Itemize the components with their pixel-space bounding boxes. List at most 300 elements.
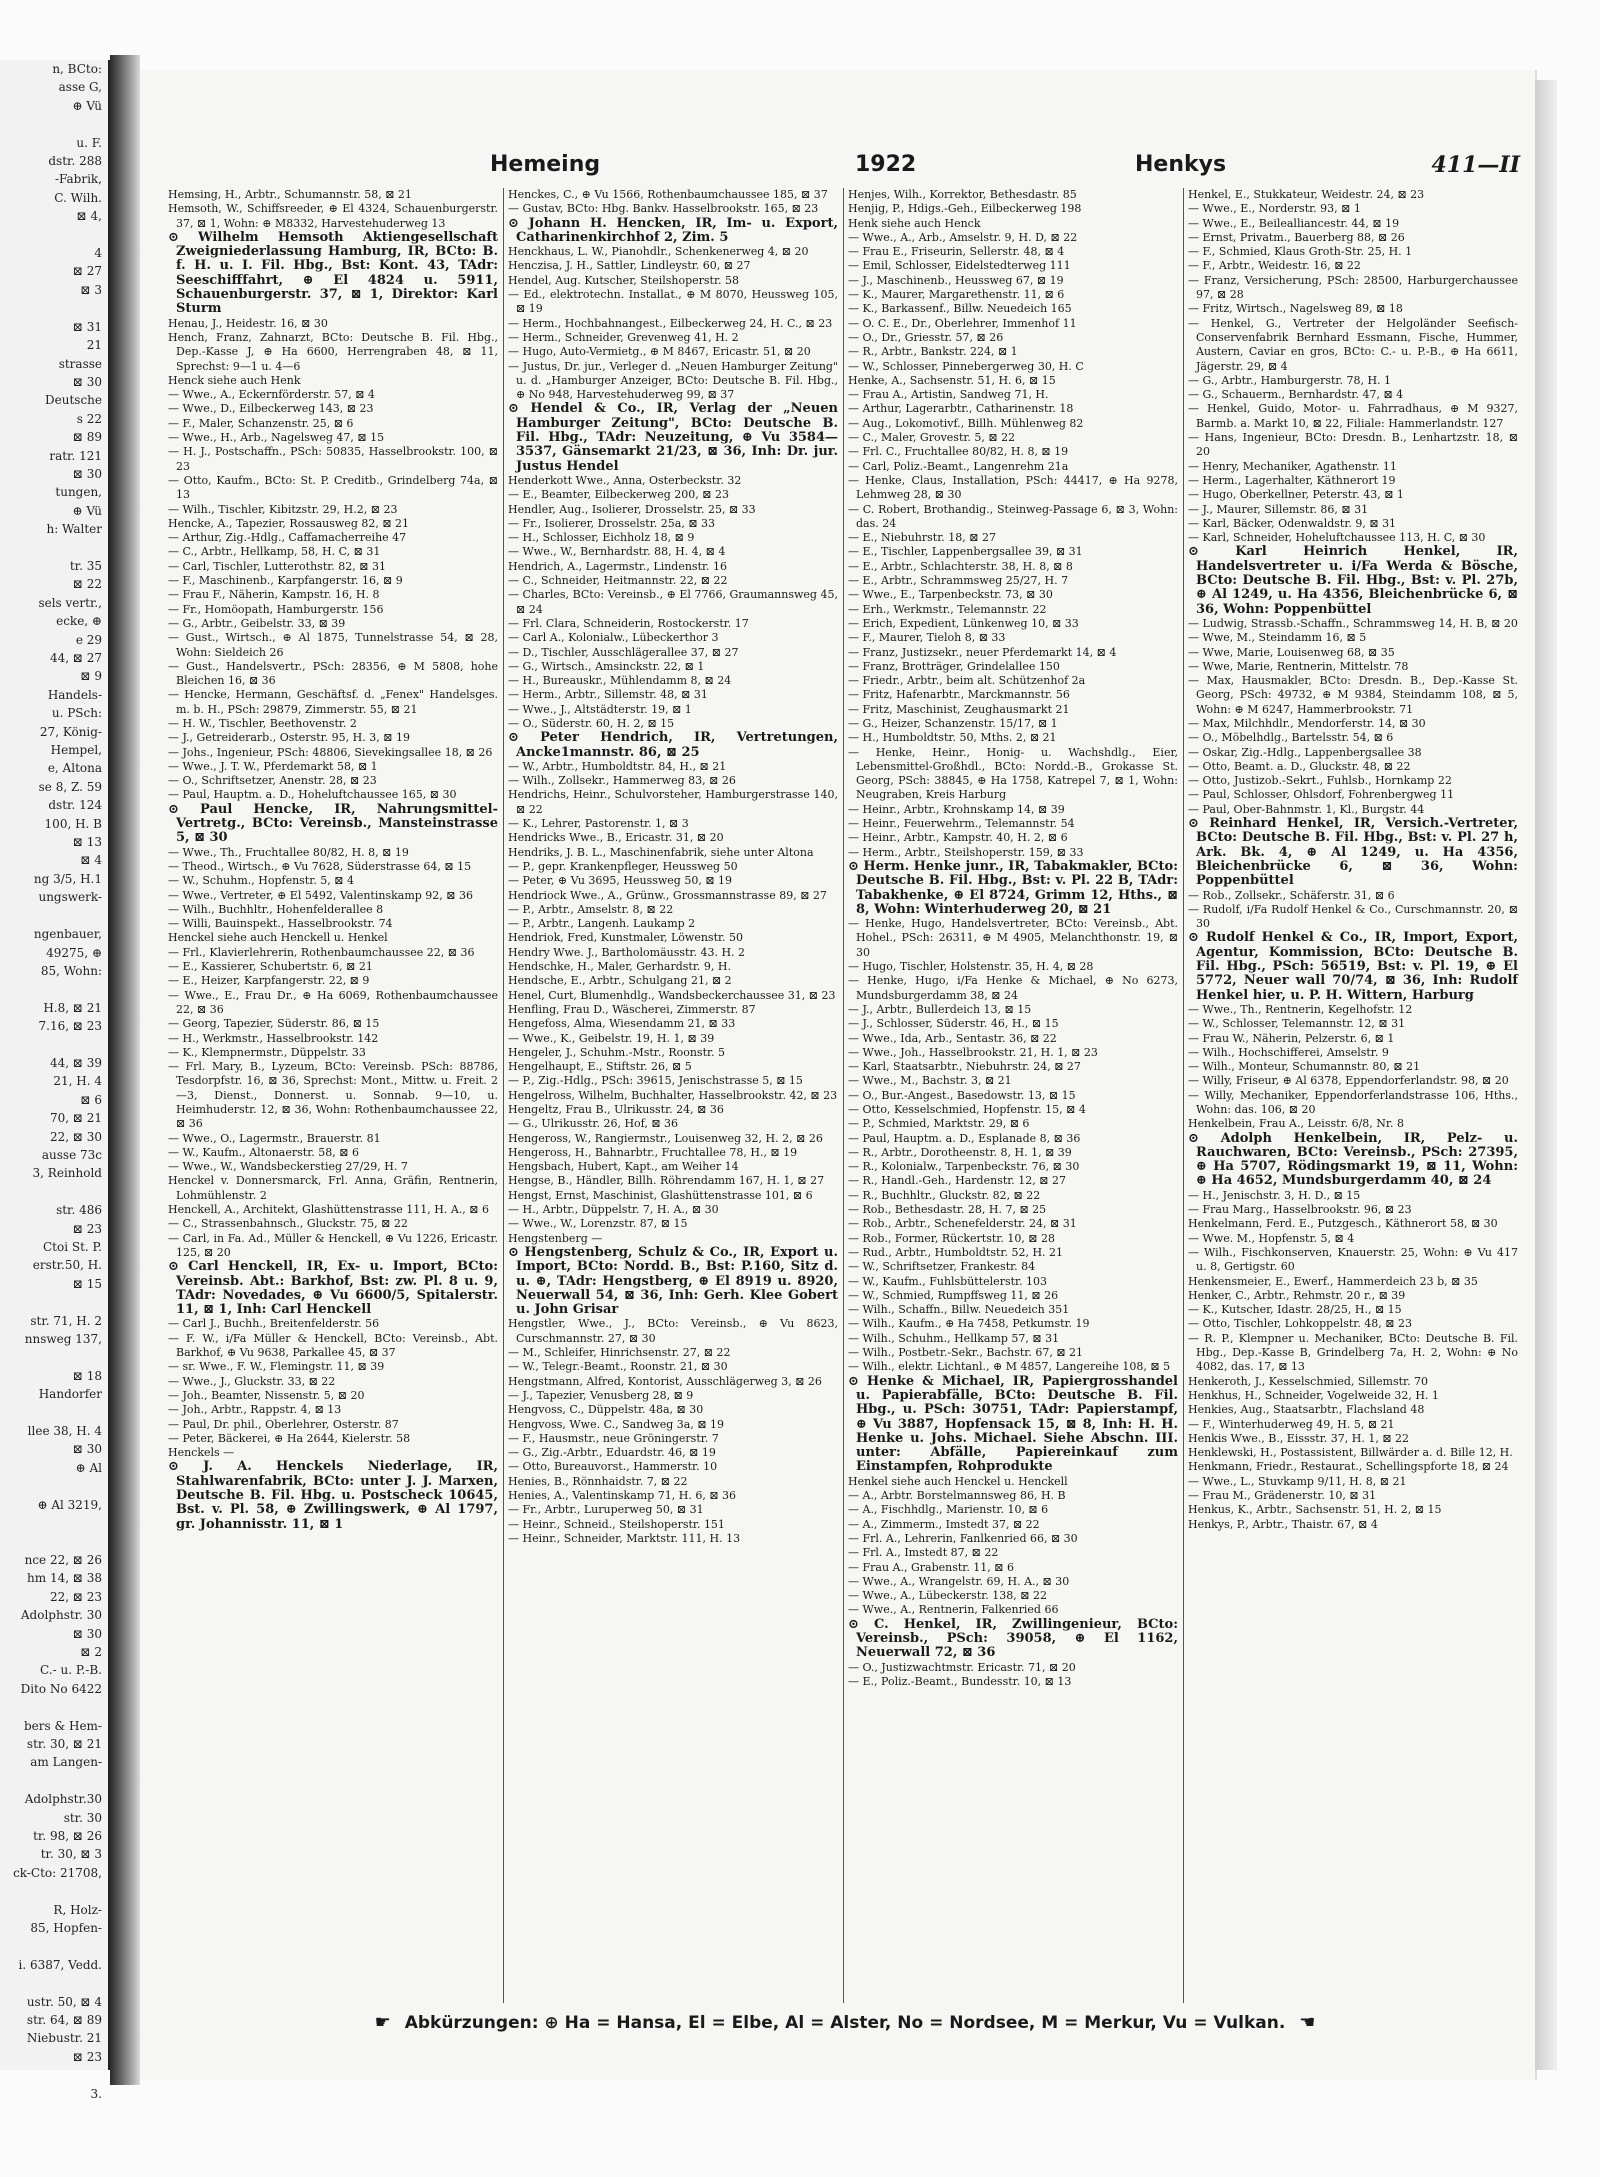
- directory-entry: — Wwe., Ida, Arb., Sentastr. 36, ⊠ 22: [848, 1031, 1057, 1045]
- column-4: [1188, 188, 1518, 2003]
- directory-entry: — Wwe., E., Beilealliancestr. 44, ⊠ 19: [1188, 216, 1400, 230]
- directory-entry: — Frl. Mary, B., Lyzeum, BCto: Vereinsb. PSch: 88786, Tesdorpfstr. 16, ⊠ 36, Sprechst: Mont., Mittw. u. Freit. 2—3, Dienst., Donnerst. u. Sonnab. 9—10, u. Heimhuderstr. 12, ⊠ 36, Wohn: Rothenbaumchaussee 22, ⊠ 36: [168, 1060, 498, 1131]
- directory-entry: — Wilh., Buchhltr., Hohenfelderallee 8: [168, 902, 384, 916]
- directory-entry: — Wilh., Fischkonserven, Knauerstr. 25, Wohn: ⊕ Vu 417 u. 8, Gertigstr. 60: [1188, 1245, 1518, 1274]
- directory-entry: — G., Zig.-Arbtr., Eduardstr. 46, ⊠ 19: [508, 1446, 716, 1460]
- previous-page-fragment: [0, 1293, 108, 1311]
- directory-entry: — Paul, Hauptm. a. D., Esplanade 8, ⊠ 36: [848, 1131, 1081, 1145]
- directory-entry: — K., Kutscher, Idastr. 28/25, H., ⊠ 15: [1188, 1303, 1402, 1317]
- previous-page-fragment: R, Holz-: [53, 1902, 102, 1917]
- previous-page-fragment: ⊠ 9: [80, 669, 102, 684]
- directory-entry: — F., Maschinenb., Karpfangerstr. 16, ⊠ 9: [168, 574, 403, 588]
- page-edge: [1535, 80, 1557, 2070]
- directory-entry: Hendschke, H., Maler, Gerhardstr. 9, H.: [508, 960, 731, 974]
- previous-page-fragment: tr. 35: [69, 558, 102, 573]
- directory-entry: — Karl, Bäcker, Odenwaldstr. 9, ⊠ 31: [1188, 516, 1397, 530]
- directory-entry: — R., Arbtr., Bankstr. 224, ⊠ 1: [848, 345, 1018, 359]
- directory-entry: Henkies, Aug., Staatsarbtr., Flachsland 48: [1188, 1403, 1425, 1417]
- previous-page-fragment: ⊠ 27: [72, 264, 102, 279]
- directory-columns: [168, 188, 1518, 2003]
- previous-page-fragment: dstr. 288: [48, 154, 102, 169]
- previous-page-fragment: erstr.50, H.: [32, 1258, 102, 1273]
- directory-entry: — Frau A., Grabenstr. 11, ⊠ 6: [848, 1560, 1015, 1574]
- previous-page-fragment: [0, 907, 108, 925]
- directory-entry: — G., Arbtr., Geibelstr. 33, ⊠ 39: [168, 616, 346, 630]
- previous-page-fragment: n, BCto:: [52, 62, 102, 76]
- directory-entry: — Wwe., E., Tarpenbeckstr. 73, ⊠ 30: [848, 588, 1053, 602]
- directory-entry: — P., Schmied, Marktstr. 29, ⊠ 6: [848, 1117, 1030, 1131]
- directory-entry: — Wwe. M., Hopfenstr. 5, ⊠ 4: [1188, 1231, 1355, 1245]
- directory-entry: — H., Jenischstr. 3, H. D., ⊠ 15: [1188, 1188, 1361, 1202]
- directory-entry: — Fritz, Hafenarbtr., Marckmannstr. 56: [848, 688, 1070, 702]
- directory-entry: ⊙ Reinhard Henkel, IR, Versich.-Vertreter, BCto: Deutsche B. Fil. Hbg., Bst: v. Pl. 27 h, Ark. Bk. 4, ⊕ Al 1249, u. Ha 4356, Bleichenbrücke 6, ⊠ 36, Wohn: Poppenbüttel: [1188, 816, 1518, 889]
- directory-entry: Henklewski, H., Postassistent, Billwärder a. d. Bille 12, H.: [1188, 1446, 1513, 1460]
- previous-page-fragment: 3.: [90, 2086, 102, 2101]
- directory-entry: Hengeross, H., Bahnarbtr., Fruchtallee 78, H., ⊠ 19: [508, 1145, 798, 1159]
- directory-entry: — Joh., Arbtr., Rappstr. 4, ⊠ 13: [168, 1403, 342, 1417]
- directory-entry: — E., Arbtr., Schlachterstr. 38, H. 8, ⊠ 8: [848, 559, 1073, 573]
- directory-entry: — R., Arbtr., Dorotheenstr. 8, H. 1, ⊠ 39: [848, 1145, 1072, 1159]
- directory-entry: — J., Arbtr., Bullerdeich 13, ⊠ 15: [848, 1002, 1032, 1016]
- directory-entry: — C. Robert, Brothandig., Steinweg-Passage 6, ⊠ 3, Wohn: das. 24: [848, 502, 1178, 530]
- directory-entry: — H., Bureauskr., Mühlendamm 8, ⊠ 24: [508, 674, 732, 688]
- previous-page-fragment: H.8, ⊠ 21: [43, 1000, 102, 1015]
- directory-entry: — C., Schneider, Heitmannstr. 22, ⊠ 22: [508, 574, 728, 588]
- directory-entry: — Carl, in Fa. Ad., Müller & Henckell, ⊕ Vu 1226, Ericastr. 125, ⊠ 20: [168, 1231, 498, 1259]
- previous-page-fragment: ⊕ Al: [75, 1460, 102, 1475]
- directory-entry: — H., Arbtr., Düppelstr. 7, H. A., ⊠ 30: [508, 1203, 719, 1217]
- previous-page-fragment: ungswerk-: [38, 890, 102, 905]
- previous-page-fragment: hm 14, ⊠ 38: [27, 1571, 102, 1586]
- directory-entry: — Peter, ⊕ Vu 3695, Heussweg 50, ⊠ 19: [508, 874, 733, 888]
- directory-entry: — Franz, Justizsekr., neuer Pferdemarkt 14, ⊠ 4: [848, 645, 1117, 659]
- directory-entry: — Wwe., J., Gluckstr. 33, ⊠ 22: [168, 1374, 336, 1388]
- directory-entry: Henkeroth, J., Kesselschmied, Sillemstr. 70: [1188, 1374, 1429, 1388]
- directory-entry: — Georg, Tapezier, Süderstr. 86, ⊠ 15: [168, 1017, 380, 1031]
- directory-entry: Henfling, Frau D., Wäscherei, Zimmerstr. 87: [508, 1002, 756, 1016]
- directory-entry: — K., Barkassenf., Billw. Neuedeich 165: [848, 302, 1072, 316]
- directory-entry: — G., Arbtr., Hamburgerstr. 78, H. 1: [1188, 373, 1392, 387]
- directory-entry: ⊙ Rudolf Henkel & Co., IR, Import, Export, Agentur, Kommission, BCto: Deutsche B. Fil. Hbg., PSch: 56519, Bst: v. Pl. 19, ⊕ El 5772, Neuer wall 70/74, ⊠ 36, Inh: Rudolf Henkel hier, u. P. H. Wittern, Harburg: [1188, 930, 1518, 1003]
- directory-entry: — Gust., Handelsvertr., PSch: 28356, ⊕ M 5808, hohe Bleichen 16, ⊠ 36: [168, 659, 498, 688]
- directory-entry: ⊙ Karl Heinrich Henkel, IR, Handelsvertreter u. i/Fa Werda & Bösche, BCto: Deutsche B. Fil. Hbg., Bst: v. Pl. 27b, ⊕ Al 1249, u. Ha 4356, Bleichenbrücke 6, ⊠ 36, Wohn: Poppenbüttel: [1188, 544, 1518, 617]
- directory-entry: — Justus, Dr. jur., Verleger d. „Neuen Hamburger Zeitung" u. d. „Hamburger Anzeiger, BCto: Deutsche B. Fil. Hbg., ⊕ No 948, Harvestehuderweg 99, ⊠ 37: [508, 359, 838, 402]
- directory-entry: — Arthur, Lagerarbtr., Catharinenstr. 18: [848, 402, 1074, 416]
- directory-entry: — Otto, Kesselschmied, Hopfenstr. 15, ⊠ 4: [848, 1103, 1086, 1116]
- directory-entry: Hendsche, E., Arbtr., Schulgang 21, ⊠ 2: [508, 974, 732, 988]
- previous-page-fragment: [0, 1533, 108, 1551]
- directory-entry: — F. W., i/Fa Müller & Henckell, BCto: Vereinsb., Abt. Barkhof, ⊕ Vu 9638, Parkallee 45, ⊠ 37: [168, 1331, 498, 1360]
- previous-page-fragment: bers & Hem-: [24, 1718, 102, 1733]
- directory-entry: Hengstenberg —: [508, 1231, 603, 1245]
- directory-entry: — Carl J., Buchh., Breitenfelderstr. 56: [168, 1317, 380, 1331]
- previous-page-fragment: ⊠ 31: [72, 319, 102, 334]
- directory-entry: — Wilh., Kaufm., ⊕ Ha 7458, Petkumstr. 19: [848, 1317, 1090, 1331]
- directory-entry: Hencke, A., Tapezier, Rossausweg 82, ⊠ 21: [168, 516, 410, 530]
- directory-entry: — Erich, Expedient, Lünkenweg 10, ⊠ 33: [848, 616, 1079, 630]
- previous-page-fragment: str. 64, ⊠ 89: [26, 2013, 102, 2028]
- directory-entry: — Hugo, Auto-Vermietg., ⊕ M 8467, Ericastr. 51, ⊠ 20: [508, 345, 811, 359]
- directory-entry: ⊙ Hengstenberg, Schulz & Co., IR, Export u. Import, BCto: Nordd. B., Bst: P.160, Sitz d. u. ⊕, TAdr: Hengstberg, ⊕ El 8919 u. 8920, Neuerwall 54, ⊠ 36, Inh: Gerh. Klee Gobert u. John Grisar: [508, 1244, 838, 1318]
- directory-entry: — Fritz, Wirtsch., Nagelsweg 89, ⊠ 18: [1188, 302, 1403, 316]
- previous-page-fragment: Handorfer: [38, 1387, 102, 1402]
- directory-entry: — O. C. E., Dr., Oberlehrer, Immenhof 11: [848, 316, 1077, 330]
- directory-entry: — E., Tischler, Lappenbergsallee 39, ⊠ 31: [848, 545, 1083, 559]
- previous-page-fragment: 21: [86, 338, 102, 353]
- directory-entry: Hendriok, Fred, Kunstmaler, Löwenstr. 50: [508, 931, 744, 945]
- column-3: [848, 188, 1178, 2003]
- directory-entry: — Wwe., A., Wrangelstr. 69, H. A., ⊠ 30: [848, 1574, 1070, 1588]
- directory-entry: — Wwe, Marie, Louisenweg 68, ⊠ 35: [1188, 645, 1395, 659]
- previous-page-fragment: 3, Reinhold: [32, 1166, 102, 1181]
- directory-entry: — Wwe., K., Geibelstr. 19, H. 1, ⊠ 39: [508, 1031, 715, 1045]
- directory-entry: — Wilh., elektr. Lichtanl., ⊕ M 4857, Langereihe 108, ⊠ 5: [848, 1360, 1171, 1374]
- previous-page-fragment: nnsweg 137,: [24, 1332, 102, 1347]
- directory-entry: — E., Beamter, Eilbeckerweg 200, ⊠ 23: [508, 488, 729, 502]
- directory-entry: — P., gepr. Krankenpfleger, Heussweg 50: [508, 859, 738, 873]
- directory-entry: — J., Getreiderarb., Osterstr. 95, H. 3, ⊠ 19: [168, 731, 410, 745]
- previous-page-fragment: ustr. 50, ⊠ 4: [26, 1994, 102, 2009]
- directory-entry: Hengelhaupt, E., Stiftstr. 26, ⊠ 5: [508, 1060, 692, 1074]
- directory-entry: — Paul, Schlosser, Ohlsdorf, Fohrenbergweg 11: [1188, 788, 1455, 802]
- previous-page-fragment: [0, 980, 108, 998]
- column-1: [168, 188, 498, 2003]
- directory-entry: — Fr., Isolierer, Drosselstr. 25a, ⊠ 33: [508, 516, 716, 530]
- directory-entry: — Wwe., D., Eilbeckerweg 143, ⊠ 23: [168, 402, 374, 416]
- previous-page-fragment: ⊠ 18: [72, 1368, 102, 1383]
- directory-entry: — Herm., Lagerhalter, Käthnerort 19: [1188, 473, 1396, 487]
- directory-entry: Henckel siehe auch Henckell u. Henkel: [168, 931, 388, 945]
- directory-entry: — Peter, Bäckerei, ⊕ Ha 2644, Kielerstr. 58: [168, 1431, 411, 1445]
- previous-page-fragment: tr. 98, ⊠ 26: [33, 1829, 102, 1843]
- previous-page-fragment: Adolphstr.30: [24, 1792, 102, 1807]
- previous-page-fragment: ⊠ 22: [72, 577, 102, 592]
- previous-page-fragment: str. 71, H. 2: [30, 1313, 102, 1328]
- directory-entry: — W., Schriftsetzer, Frankestr. 84: [848, 1260, 1036, 1274]
- previous-page-fragment: [0, 299, 108, 317]
- abbreviations-footer: [220, 2012, 1470, 2042]
- directory-entry: ⊙ Henke & Michael, IR, Papiergrosshandel u. Papierabfälle, BCto: Deutsche B. Fil. Hbg., u. PSch: 30751, TAdr: Papierstampf, ⊕ Vu 3887, Hopfensack 15, ⊠ 8, Inh: H. H. Henke u. Johs. Michael. Siehe Abschn. III. unter: Abfälle, Papiereinkauf zum Einstampfen, Rohprodukte: [848, 1373, 1178, 1475]
- previous-page-fragment: 85, Wohn:: [40, 963, 102, 978]
- previous-page-fragment: tungen,: [55, 485, 102, 500]
- directory-entry: — Carl, Tischler, Lutterothstr. 82, ⊠ 31: [168, 559, 386, 573]
- directory-entry: — O., Justizwachtmstr. Ericastr. 71, ⊠ 20: [848, 1660, 1076, 1674]
- directory-entry: — Rud., Arbtr., Humboldtstr. 52, H. 21: [848, 1245, 1064, 1259]
- previous-page-fragment: C.- u. P.-B.: [40, 1663, 102, 1678]
- directory-entry: — Henke, Heinr., Honig- u. Wachshdlg., Eier, Lebensmittel-Großhdl., BCto: Nordd.-B., Grokasse St. Georg, PSch: 38845, ⊕ Ha 1758, Katrepel 7, ⊠ 1, Wohn: Neugraben, Kreis Harburg: [848, 745, 1178, 802]
- directory-entry: — Carl, Poliz.-Beamt., Langenrehm 21a: [848, 459, 1069, 473]
- directory-entry: — Wilh., Zollsekr., Hammerweg 83, ⊠ 26: [508, 774, 736, 788]
- directory-entry: — H. J., Postschaffn., PSch: 50835, Hasselbrookstr. 100, ⊠ 23: [168, 445, 498, 473]
- directory-entry: — Fr., Arbtr., Luruperweg 50, ⊠ 31: [508, 1503, 704, 1517]
- previous-page-fragment: i. 6387, Vedd.: [18, 1957, 102, 1972]
- directory-entry: ⊙ C. Henkel, IR, Zwillingenieur, BCto: Vereinsb., PSch: 39058, ⊕ El 1162, Neuerwall 72, ⊠ 36: [848, 1616, 1178, 1661]
- pointing-hand-icon: ☚: [1299, 2012, 1316, 2033]
- directory-entry: Hengstmann, Alfred, Kontorist, Ausschlägerweg 3, ⊠ 26: [508, 1374, 822, 1388]
- directory-entry: — Henke, Hugo, Handelsvertreter, BCto: Vereinsb., Abt. Hohel., PSch: 26311, ⊕ M 4905, Melanchthonstr. 19, ⊠ 30: [848, 917, 1178, 959]
- directory-page: [140, 70, 1535, 2080]
- previous-page-fragment: ck-Cto: 21708,: [13, 1865, 102, 1880]
- directory-entry: — E., Arbtr., Schrammsweg 25/27, H. 7: [848, 574, 1069, 588]
- directory-entry: — E., Kassierer, Schubertstr. 6, ⊠ 21: [168, 960, 373, 974]
- previous-page-fragment: ratr. 121: [49, 448, 102, 463]
- directory-entry: — Karl, Schneider, Hoheluftchaussee 113, H. C, ⊠ 30: [1188, 531, 1486, 545]
- previous-page-fragment: Deutsche: [45, 393, 102, 408]
- directory-entry: — D., Tischler, Ausschlägerallee 37, ⊠ 27: [508, 645, 739, 659]
- directory-entry: Hemsoth, W., Schiffsreeder, ⊕ El 4324, Schauenburgerstr. 37, ⊠ 1, Wohn: ⊕ M8332, Harvestehuderweg 13: [168, 202, 498, 230]
- directory-entry: — Wwe., A., Eckernförderstr. 57, ⊠ 4: [168, 388, 375, 402]
- directory-entry: — A., Fischhdlg., Marienstr. 10, ⊠ 6: [848, 1503, 1049, 1517]
- directory-entry: Henkelmann, Ferd. E., Putzgesch., Käthnerort 58, ⊠ 30: [1188, 1217, 1498, 1231]
- previous-page-fragment: Niebustr. 21: [26, 2031, 102, 2046]
- directory-entry: — A., Zimmerm., Imstedt 37, ⊠ 22: [848, 1517, 1040, 1531]
- directory-entry: — Hugo, Tischler, Holstenstr. 35, H. 4, ⊠ 28: [848, 960, 1094, 974]
- previous-page-fragment: s 22: [76, 411, 102, 426]
- directory-entry: — A., Arbtr. Borstelmannsweg 86, H. B: [848, 1489, 1066, 1503]
- previous-page-fragment: -Fabrik,: [54, 172, 102, 187]
- directory-entry: — F., Maurer, Tieloh 8, ⊠ 33: [848, 631, 1006, 645]
- directory-entry: — M., Schleifer, Hinrichsenstr. 27, ⊠ 22: [508, 1346, 731, 1360]
- previous-page-fragment: ⊠ 30: [72, 374, 102, 389]
- previous-page-fragment: u. PSch:: [51, 706, 102, 721]
- previous-page-fragment: [0, 115, 108, 133]
- abbreviations-text: Abkürzungen: ⊕ Ha = Hansa, El = Elbe, Al = Alster, No = Nordsee, M = Merkur, Vu = Vulkan.: [404, 2013, 1286, 2033]
- directory-entry: Henckhaus, L. W., Pianohdlr., Schenkenerweg 4, ⊠ 20: [508, 245, 809, 259]
- previous-page-fragment: [0, 1477, 108, 1495]
- directory-entry: — Wwe., E., Norderstr. 93, ⊠ 1: [1188, 202, 1361, 216]
- directory-entry: — K., Maurer, Margarethenstr. 11, ⊠ 6: [848, 288, 1065, 302]
- directory-entry: — Willy, Mechaniker, Eppendorferlandstrasse 106, Hths., Wohn: das. 106, ⊠ 20: [1188, 1088, 1518, 1116]
- directory-entry: Hengeross, W., Rangiermstr., Louisenweg 32, H. 2, ⊠ 26: [508, 1131, 823, 1145]
- previous-page-fragment: ⊕ Al 3219,: [37, 1497, 102, 1512]
- directory-entry: — Otto, Tischler, Lohkoppelstr. 48, ⊠ 23: [1188, 1317, 1413, 1331]
- previous-page-fragment: ⊠ 30: [72, 466, 102, 481]
- directory-entry: — Frl., Klavierlehrerin, Rothenbaumchaussee 22, ⊠ 36: [168, 945, 475, 959]
- directory-entry: Henkis Wwe., B., Eissstr. 37, H. 1, ⊠ 22: [1188, 1431, 1410, 1445]
- previous-page-fragment: [0, 226, 108, 244]
- previous-page-fragment: e 29: [75, 632, 102, 647]
- directory-entry: Henker, C., Arbtr., Rehmstr. 20 r., ⊠ 39: [1188, 1288, 1406, 1302]
- directory-entry: Henkus, K., Arbtr., Sachsenstr. 51, H. 2, ⊠ 15: [1188, 1503, 1442, 1517]
- previous-page-fragment: ⊕ Vü: [72, 98, 102, 113]
- directory-entry: Hendrichs, Heinr., Schulvorsteher, Hamburgerstrasse 140, ⊠ 22: [508, 788, 838, 816]
- directory-entry: — Willi, Bauinspekt., Hasselbrookstr. 74: [168, 917, 393, 931]
- column-divider: [1183, 188, 1184, 2003]
- previous-page-fragment: str. 30, ⊠ 21: [26, 1736, 102, 1751]
- directory-entry: Henkys, P., Arbtr., Thaistr. 67, ⊠ 4: [1188, 1517, 1378, 1531]
- directory-entry: — Frl. A., Imstedt 87, ⊠ 22: [848, 1546, 999, 1560]
- directory-entry: Hengeltz, Frau B., Ulrikusstr. 24, ⊠ 36: [508, 1103, 724, 1116]
- previous-page-fragment: ⊠ 4,: [76, 209, 102, 224]
- directory-entry: Henkmann, Friedr., Restaurat., Schellingspforte 18, ⊠ 24: [1188, 1460, 1509, 1474]
- directory-entry: — Rob., Bethesdastr. 28, H. 7, ⊠ 25: [848, 1203, 1047, 1217]
- directory-entry: — G., Ulrikusstr. 26, Hof, ⊠ 36: [508, 1117, 679, 1131]
- directory-entry: — Wwe., W., Lorenzstr. 87, ⊠ 15: [508, 1217, 688, 1231]
- directory-entry: — Gust., Wirtsch., ⊕ Al 1875, Tunnelstrasse 54, ⊠ 28, Wohn: Sieldeich 26: [168, 631, 498, 659]
- directory-entry: — P., Arbtr., Langenh. Laukamp 2: [508, 917, 696, 931]
- page-number: 411—II: [1431, 152, 1520, 178]
- directory-entry: — Rudolf, i/Fa Rudolf Henkel & Co., Curschmannstr. 20, ⊠ 30: [1188, 902, 1518, 931]
- directory-entry: — F., Maler, Schanzenstr. 25, ⊠ 6: [168, 416, 354, 430]
- directory-entry: — Herm., Arbtr., Sillemstr. 48, ⊠ 31: [508, 688, 708, 702]
- previous-page-fragment: [0, 1882, 108, 1900]
- previous-page-fragment: 7.16, ⊠ 23: [38, 1019, 102, 1034]
- directory-entry: ⊙ Adolph Henkelbein, IR, Pelz- u. Rauchwaren, BCto: Vereinsb., PSch: 27395, ⊕ Ha 5707, Rödingsmarkt 19, ⊠ 11, Wohn: ⊕ Ha 4652, Mundsburgerdamm 40, ⊠ 24: [1188, 1130, 1518, 1189]
- directory-entry: — Hugo, Oberkellner, Peterstr. 43, ⊠ 1: [1188, 488, 1404, 502]
- directory-entry: — G., Heizer, Schanzenstr. 15/17, ⊠ 1: [848, 716, 1058, 730]
- directory-entry: Hengvoss, Wwe. C., Sandweg 3a, ⊠ 19: [508, 1417, 725, 1431]
- directory-entry: Hengse, B., Händler, Billh. Röhrendamm 167, H. 1, ⊠ 27: [508, 1174, 825, 1188]
- directory-entry: — Fr., Homöopath, Hamburgerstr. 156: [168, 602, 384, 616]
- directory-entry: Henel, Curt, Blumenhdlg., Wandsbeckerchaussee 31, ⊠ 23: [508, 988, 836, 1002]
- pointing-hand-icon: ☛: [374, 2012, 391, 2033]
- directory-entry: — W., Kaufm., Altonaerstr. 58, ⊠ 6: [168, 1145, 359, 1159]
- directory-entry: ⊙ Paul Hencke, IR, Nahrungsmittel-Vertretg., BCto: Vereinsb., Mansteinstrasse 5, ⊠ 30: [168, 801, 498, 846]
- directory-entry: — W., Schmied, Rumpffsweg 11, ⊠ 26: [848, 1288, 1059, 1302]
- directory-entry: Hengvoss, C., Düppelstr. 48a, ⊠ 30: [508, 1403, 704, 1417]
- directory-entry: — O., Dr., Griesstr. 57, ⊠ 26: [848, 330, 1004, 344]
- previous-page-fragment: [0, 1036, 108, 1054]
- directory-entry: — J., Tapezier, Venusberg 28, ⊠ 9: [508, 1388, 694, 1402]
- directory-entry: Hendrich, A., Lagermstr., Lindenstr. 16: [508, 559, 728, 573]
- previous-page-fragment: ⊕ Vü: [72, 503, 102, 518]
- directory-entry: — Carl A., Kolonialw., Lübeckerthor 3: [508, 631, 719, 645]
- directory-entry: — Ernst, Privatm., Bauerberg 88, ⊠ 26: [1188, 230, 1405, 244]
- directory-entry: ⊙ Carl Henckell, IR, Ex- u. Import, BCto: Vereinsb. Abt.: Barkhof, Bst: zw. Pl. 8 u. 9, TAdr: Novedades, ⊕ Vu 6600/5, Spitalerstr. 11, ⊠ 1, Inh: Carl Henckell: [168, 1259, 498, 1318]
- directory-entry: ⊙ Herm. Henke junr., IR, Tabakmakler, BCto: Deutsche B. Fil. Hbg., Bst: v. Pl. 22 B, TAdr: Tabakhenke, ⊕ El 8724, Grimm 12, Hths., ⊠ 8, Wohn: Winterhuderweg 20, ⊠ 21: [848, 858, 1178, 917]
- directory-entry: — E., Heizer, Karpfangerstr. 22, ⊠ 9: [168, 974, 370, 988]
- directory-entry: — Frau Marg., Hasselbrookstr. 96, ⊠ 23: [1188, 1203, 1412, 1217]
- previous-page-fragment: Handels-: [47, 687, 102, 702]
- directory-entry: Hendricks Wwe., B., Ericastr. 31, ⊠ 20: [508, 831, 724, 845]
- directory-entry: — E., Niebuhrstr. 18, ⊠ 27: [848, 531, 996, 545]
- directory-entry: — Wilh., Schaffn., Billw. Neuedeich 351: [848, 1303, 1070, 1317]
- directory-entry: — Henkel, Guido, Motor- u. Fahrradhaus, ⊕ M 9327, Barmb. a. Markt 10, ⊠ 22, Filiale: Hammerlandstr. 127: [1188, 402, 1518, 430]
- directory-entry: — E., Poliz.-Beamt., Bundesstr. 10, ⊠ 13: [848, 1674, 1072, 1688]
- directory-entry: — Heinr., Schneid., Steilshoperstr. 151: [508, 1517, 725, 1531]
- directory-entry: Hengsbach, Hubert, Kapt., am Weiher 14: [508, 1160, 739, 1174]
- directory-entry: — R., Kolonialw., Tarpenbeckstr. 76, ⊠ 30: [848, 1160, 1080, 1174]
- directory-entry: — sr. Wwe., F. W., Flemingstr. 11, ⊠ 39: [168, 1360, 385, 1374]
- directory-entry: — O., Bur.-Angest., Basedowstr. 13, ⊠ 15: [848, 1088, 1076, 1102]
- previous-page-fragment: ⊠ 6: [80, 1092, 102, 1107]
- directory-entry: — R. P., Klempner u. Mechaniker, BCto: Deutsche B. Fil. Hbg., Dep.-Kasse B, Grindelberg 7a, H. 2, Wohn: ⊕ No 4082, das. 17, ⊠ 13: [1188, 1331, 1518, 1374]
- directory-entry: — Rob., Former, Rückertstr. 10, ⊠ 28: [848, 1231, 1056, 1245]
- directory-entry: ⊙ Hendel & Co., IR, Verlag der „Neuen Hamburger Zeitung", BCto: Deutsche B. Fil. Hbg., TAdr: Neuzeitung, ⊕ Vu 3584—3537, Gänsemarkt 21/23, ⊠ 36, Inh: Dr. jur. Justus Hendel: [508, 401, 838, 474]
- directory-entry: — R., Buchhltr., Gluckstr. 82, ⊠ 22: [848, 1188, 1041, 1202]
- directory-entry: — Wwe., H., Arb., Nagelsweg 47, ⊠ 15: [168, 431, 385, 445]
- directory-entry: — W., Telegr.-Beamt., Roonstr. 21, ⊠ 30: [508, 1360, 728, 1374]
- directory-entry: Hengstler, Wwe., J., BCto: Vereinsb., ⊕ Vu 8623, Curschmannstr. 27, ⊠ 30: [508, 1317, 838, 1345]
- previous-page-fragment: ⊠ 89: [72, 430, 102, 445]
- directory-entry: — Joh., Beamter, Nissenstr. 5, ⊠ 20: [168, 1388, 365, 1402]
- previous-page-fragment: [0, 1404, 108, 1422]
- directory-entry: Henjig, P., Hdigs.-Geh., Eilbeckerweg 198: [848, 202, 1082, 216]
- directory-entry: — Wwe, Marie, Rentnerin, Mittelstr. 78: [1188, 659, 1409, 673]
- directory-entry: — H. W., Tischler, Beethovenstr. 2: [168, 716, 357, 730]
- header-year: 1922: [855, 152, 917, 177]
- directory-entry: Hench, Franz, Zahnarzt, BCto: Deutsche B. Fil. Hbg., Dep.-Kasse J, ⊕ Ha 6600, Herrengraben 48, ⊠ 11, Sprechst: 9—1 u. 4—6: [168, 330, 498, 373]
- directory-entry: — C., Arbtr., Hellkamp, 58, H. C, ⊠ 31: [168, 545, 381, 559]
- directory-entry: — Ludwig, Strassb.-Schaffn., Schrammsweg 14, H. B, ⊠ 20: [1188, 616, 1518, 630]
- directory-entry: — Heinr., Arbtr., Kampstr. 40, H. 2, ⊠ 6: [848, 831, 1068, 845]
- previous-page-fragment: 49275, ⊕: [46, 945, 102, 960]
- previous-page-fragment: ⊠ 2: [80, 1644, 102, 1659]
- directory-entry: — Wwe., W., Bernhardstr. 88, H. 4, ⊠ 4: [508, 545, 726, 559]
- directory-entry: — Fritz, Maschinist, Zeughausmarkt 21: [848, 702, 1070, 716]
- previous-page-fragment: 21, H. 4: [53, 1074, 102, 1089]
- previous-page-fragment: dstr. 124: [48, 798, 102, 813]
- previous-page-fragment: 27, König-: [39, 724, 102, 739]
- directory-entry: Henkel siehe auch Henckel u. Henckell: [848, 1474, 1068, 1488]
- previous-page-fragment: 4: [94, 246, 102, 261]
- directory-entry: — Hencke, Hermann, Geschäftsf. d. „Fenex" Handelsges. m. b. H., PSch: 29879, Zimmerstr. 55, ⊠ 21: [168, 688, 498, 716]
- previous-page-fragment: llee 38, H. 4: [27, 1424, 102, 1439]
- directory-entry: — Frau M., Grädenerstr. 10, ⊠ 31: [1188, 1489, 1377, 1503]
- directory-entry: — Otto, Justizob.-Sekrt., Fuhlsb., Hornkamp 22: [1188, 774, 1452, 788]
- directory-entry: Henckel v. Donnersmarck, Frl. Anna, Gräfin, Rentnerin, Lohmühlenstr. 2: [168, 1174, 498, 1202]
- previous-page-fragment: 22, ⊠ 30: [49, 1129, 102, 1144]
- book-gutter: [110, 55, 140, 2085]
- directory-entry: Henies, A., Valentinskamp 71, H. 6, ⊠ 36: [508, 1489, 737, 1503]
- directory-entry: — Wwe., L., Stuvkamp 9/11, H. 8, ⊠ 21: [1188, 1474, 1407, 1488]
- directory-entry: Henau, J., Heidestr. 16, ⊠ 30: [168, 316, 328, 330]
- previous-page-fragment: [0, 1514, 108, 1532]
- directory-entry: — Rob., Zollsekr., Schäferstr. 31, ⊠ 6: [1188, 888, 1395, 902]
- directory-entry: — Aug., Lokomotivf., Billh. Mühlenweg 82: [848, 416, 1084, 430]
- previous-page-fragment: 70, ⊠ 21: [49, 1111, 102, 1126]
- directory-entry: — C., Maler, Grovestr. 5, ⊠ 22: [848, 431, 1016, 445]
- previous-page-fragment: Adolphstr. 30: [20, 1608, 102, 1623]
- directory-entry: — F., Schmied, Klaus Groth-Str. 25, H. 1: [1188, 245, 1413, 259]
- directory-entry: Henczisa, J. H., Sattler, Lindleystr. 60, ⊠ 27: [508, 259, 751, 273]
- previous-page-fragment: ngenbauer,: [33, 927, 102, 942]
- directory-entry: — J., Maschinenb., Heussweg 67, ⊠ 19: [848, 273, 1064, 287]
- directory-entry: — Wilh., Postbetr.-Sekr., Bachstr. 67, ⊠ 21: [848, 1346, 1084, 1360]
- previous-page-fragment: asse G,: [58, 80, 102, 95]
- directory-entry: — Heinr., Arbtr., Krohnskamp 14, ⊠ 39: [848, 802, 1065, 816]
- previous-page-fragment: [0, 1698, 108, 1716]
- previous-page-fragment: ⊠ 23: [72, 2049, 102, 2064]
- directory-entry: — Frau W., Näherin, Pelzerstr. 6, ⊠ 1: [1188, 1031, 1395, 1045]
- directory-entry: — Herm., Schneider, Grevenweg 41, H. 2: [508, 330, 739, 344]
- directory-entry: Hendriock Wwe., A., Grünw., Grossmannstrasse 89, ⊠ 27: [508, 888, 827, 902]
- directory-entry: Henkelbein, Frau A., Leisstr. 6/8, Nr. 8: [1188, 1117, 1404, 1131]
- directory-entry: — Frau F., Näherin, Kampstr. 16, H. 8: [168, 588, 380, 602]
- directory-entry: — G., Wirtsch., Amsinckstr. 22, ⊠ 1: [508, 659, 705, 673]
- directory-entry: — Johs., Ingenieur, PSch: 48806, Sievekingsallee 18, ⊠ 26: [168, 745, 493, 759]
- directory-entry: — Wwe., J., Altstädterstr. 19, ⊠ 1: [508, 702, 692, 716]
- directory-entry: — Max, Milchhdlr., Mendorferstr. 14, ⊠ 30: [1188, 716, 1426, 730]
- directory-entry: Henies, B., Rönnhaidstr. 7, ⊠ 22: [508, 1474, 688, 1488]
- previous-page-fragment: ⊠ 30: [72, 1626, 102, 1641]
- directory-entry: — Ed., elektrotechn. Installat., ⊕ M 8070, Heussweg 105, ⊠ 19: [508, 288, 838, 316]
- directory-entry: — Emil, Schlosser, Eidelstedterweg 111: [848, 259, 1071, 273]
- directory-entry: — Wwe., E., Frau Dr., ⊕ Ha 6069, Rothenbaumchaussee 22, ⊠ 36: [168, 988, 498, 1016]
- previous-page-fragment: sels vertr.,: [38, 595, 102, 610]
- directory-entry: Hengeler, J., Schuhm.-Mstr., Roonstr. 5: [508, 1045, 726, 1059]
- directory-entry: — Frl. A., Lehrerin, Fanlkenried 66, ⊠ 30: [848, 1531, 1078, 1545]
- directory-entry: — Henry, Mechaniker, Agathenstr. 11: [1188, 459, 1397, 473]
- directory-entry: — Erh., Werkmstr., Telemannstr. 22: [848, 602, 1047, 616]
- directory-entry: — Max, Hausmakler, BCto: Dresdn. B., Dep.-Kasse St. Georg, PSch: 49732, ⊕ M 9384, Steindamm 108, ⊠ 5, Wohn: ⊕ M 6247, Hammerbrookstr. 71: [1188, 674, 1518, 716]
- previous-page-fragment: Ctoi St. P.: [42, 1240, 102, 1254]
- directory-entry: — Wwe., A., Arb., Amselstr. 9, H. D, ⊠ 22: [848, 230, 1078, 244]
- directory-entry: — C., Strassenbahnsch., Gluckstr. 75, ⊠ 22: [168, 1217, 408, 1231]
- directory-entry: — J., Maurer, Sillemstr. 86, ⊠ 31: [1188, 502, 1369, 516]
- directory-entry: — Otto, Bureauvorst., Hammerstr. 10: [508, 1460, 718, 1474]
- header-left-word: Hemeing: [490, 152, 601, 177]
